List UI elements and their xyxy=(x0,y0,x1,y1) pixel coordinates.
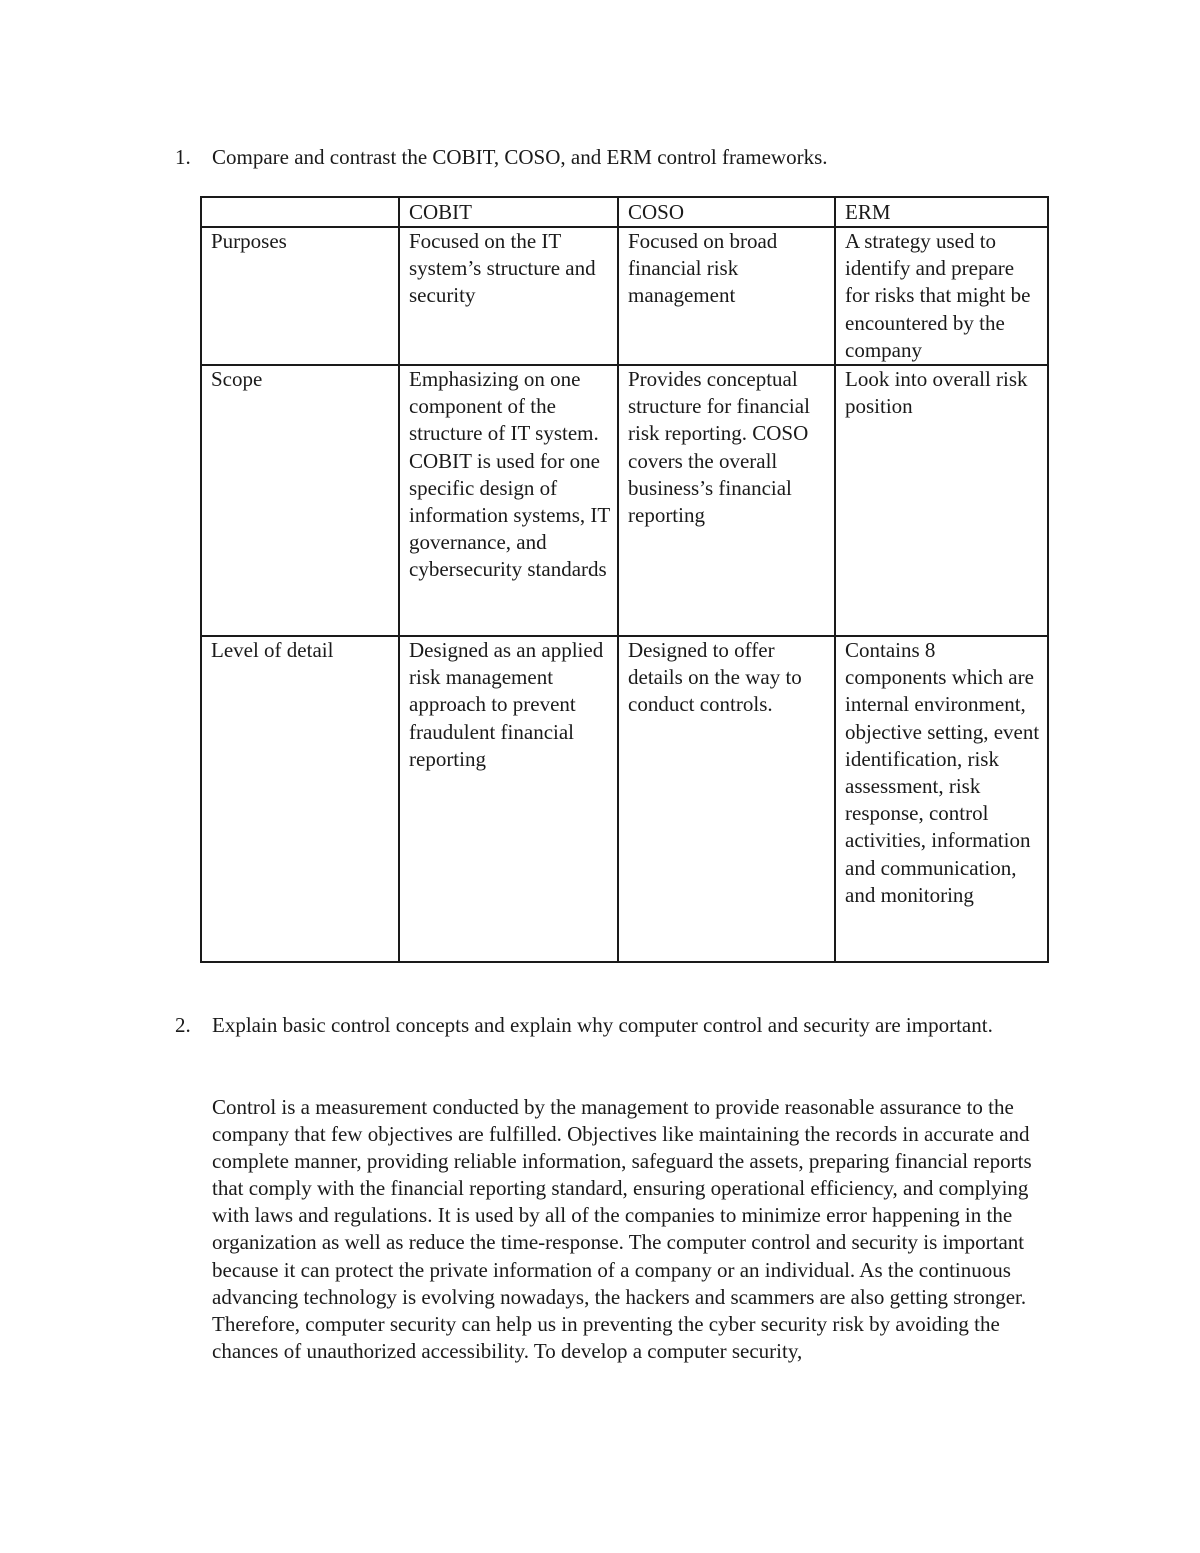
question-number: 1. xyxy=(175,145,191,169)
cell-erm: Look into overall risk position xyxy=(835,365,1048,636)
header-cell-empty xyxy=(201,197,399,227)
cell-erm: A strategy used to identify and prepare for risks that might be encountered by the company xyxy=(835,227,1048,365)
header-cell-cobit: COBIT xyxy=(399,197,618,227)
cell-cobit: Emphasizing on one component of the structure of IT system. COBIT is used for one specific design of information systems, IT governance, and cybersecurity standards xyxy=(399,365,618,636)
header-cell-erm: ERM xyxy=(835,197,1048,227)
cell-erm: Contains 8 components which are internal environment, objective setting, event identification, risk assessment, risk response, control activities, information and communication, and monitoring xyxy=(835,636,1048,962)
question-text: Compare and contrast the COBIT, COSO, and ERM control frameworks. xyxy=(212,145,828,169)
cell-coso: Provides conceptual structure for financial risk reporting. COSO covers the overall business’s financial reporting xyxy=(618,365,835,636)
table-row xyxy=(201,365,1048,636)
table-row xyxy=(201,227,1048,365)
cell-cobit: Designed as an applied risk management approach to prevent fraudulent financial reporting xyxy=(399,636,618,962)
row-label: Level of detail xyxy=(201,636,399,962)
table-row xyxy=(201,636,1048,962)
row-label: Scope xyxy=(201,365,399,636)
cell-coso: Focused on broad financial risk management xyxy=(618,227,835,365)
row-label: Purposes xyxy=(201,227,399,365)
cell-coso: Designed to offer details on the way to conduct controls. xyxy=(618,636,835,962)
answer-paragraph: Control is a measurement conducted by the management to provide reasonable assurance to the company that few objectives are fulfilled. Objectives like maintaining the records in accurate and complete manner, providing reliable information, safeguard the assets, preparing financial reports that comply with the financial reporting standard, ensuring operational efficiency, and complying with laws and regulations. It is used by all of the companies to minimize error happening in the organization as well as reduce the time-response. The computer control and security is important because it can protect the private information of a company or an individual. As the continuous advancing technology is evolving nowadays, the hackers and scammers are also getting stronger. Therefore, computer security can help us in preventing the cyber security risk by avoiding the chances of unauthorized accessibility. To develop a computer security, xyxy=(212,1095,1032,1363)
cell-cobit: Focused on the IT system’s structure and security xyxy=(399,227,618,365)
question-text: Explain basic control concepts and explain why computer control and security are important. xyxy=(212,1013,993,1037)
header-cell-coso: COSO xyxy=(618,197,835,227)
question-number: 2. xyxy=(175,1013,191,1037)
frameworks-comparison-table xyxy=(200,196,1049,963)
table-header-row xyxy=(201,197,1048,227)
